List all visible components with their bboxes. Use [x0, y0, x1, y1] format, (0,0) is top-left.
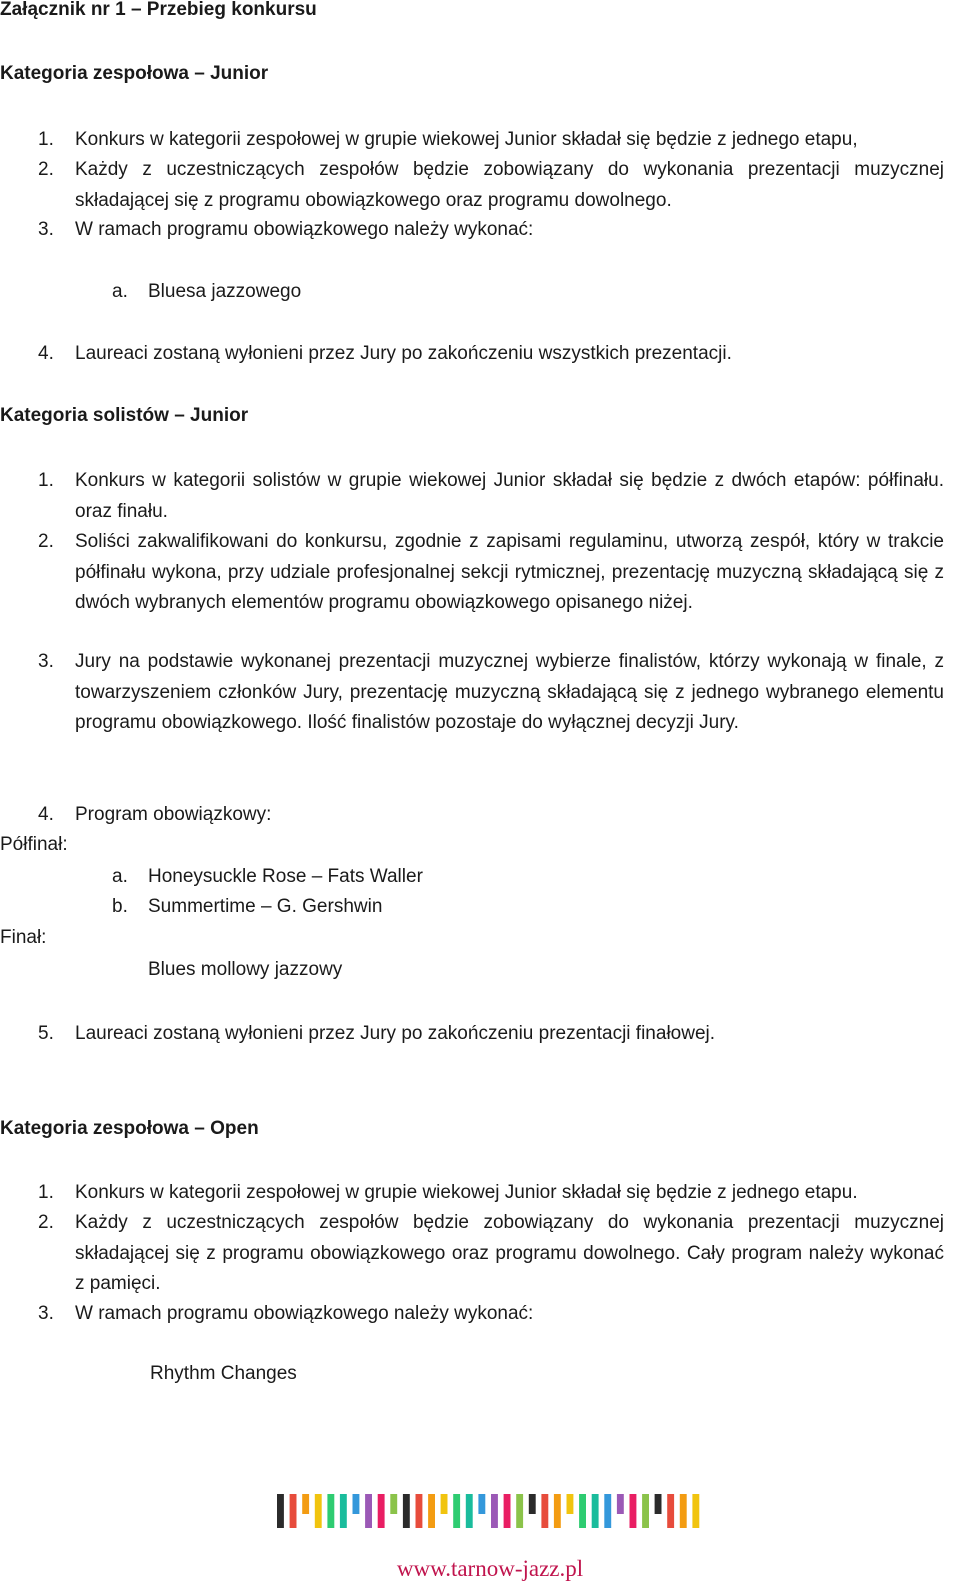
piano-key-mark — [529, 1494, 536, 1514]
piano-key-mark — [428, 1494, 435, 1528]
list-number: 2. — [38, 159, 54, 180]
list-text: Konkurs w kategorii zespołowej w grupie wiekowej Junior składał się będzie z jednego etapu, — [75, 129, 858, 150]
document-title: Załącznik nr 1 – Przebieg konkursu — [0, 0, 317, 20]
sub-list-text: Bluesa jazzowego — [148, 281, 302, 302]
list-text: Każdy z uczestniczących zespołów będzie zobowiązany do wykonania prezentacji muzycznej składającej się z programu obowiązkowego oraz programu dowolnego. — [75, 159, 944, 211]
piano-key-mark — [592, 1494, 599, 1528]
piano-key-mark — [340, 1494, 347, 1528]
sub-list-text: Summertime – G. Gershwin — [148, 896, 383, 917]
piano-key-mark — [541, 1494, 548, 1528]
list-number: 1. — [38, 470, 54, 491]
piano-key-mark — [365, 1494, 372, 1528]
piano-key-mark — [441, 1494, 448, 1514]
list-text: Program obowiązkowy: — [75, 804, 272, 825]
sub-list-letter: a. — [112, 866, 128, 887]
piano-key-mark — [516, 1494, 523, 1528]
list-number: 2. — [38, 531, 54, 552]
semifinal-label: Półfinał: — [0, 834, 68, 855]
piano-key-mark — [504, 1494, 511, 1528]
section-heading-zespolowa-open: Kategoria zespołowa – Open — [0, 1118, 259, 1139]
list-text: Laureaci zostaną wyłonieni przez Jury po zakończeniu prezentacji finałowej. — [75, 1023, 716, 1044]
piano-key-mark — [655, 1494, 662, 1514]
piano-key-mark — [554, 1494, 561, 1528]
list-number: 3. — [38, 1303, 54, 1324]
list-number: 4. — [38, 343, 54, 364]
list-number: 1. — [38, 1182, 54, 1203]
list-text: Konkurs w kategorii zespołowej w grupie wiekowej Junior składał się będzie z jednego etapu. — [75, 1182, 858, 1203]
piano-key-mark — [630, 1494, 637, 1528]
footer-logo — [276, 1494, 704, 1584]
list-number: 3. — [38, 651, 54, 672]
list-text: Każdy z uczestniczących zespołów będzie zobowiązany do wykonania prezentacji muzycznej składającej się z programu obowiązkowego oraz programu dowolnego. Cały program należy wykonać z pamięci. — [75, 1212, 944, 1294]
open-program-text: Rhythm Changes — [150, 1363, 297, 1384]
final-program-text: Blues mollowy jazzowy — [148, 959, 343, 980]
list-number: 3. — [38, 219, 54, 240]
piano-key-mark — [302, 1494, 309, 1514]
piano-key-mark — [403, 1494, 410, 1528]
list-text: W ramach programu obowiązkowego należy wykonać: — [75, 1303, 534, 1324]
list-text: W ramach programu obowiązkowego należy wykonać: — [75, 219, 534, 240]
piano-key-mark — [604, 1494, 611, 1528]
sub-list-letter: a. — [112, 281, 128, 302]
section-heading-solistow-junior: Kategoria solistów – Junior — [0, 405, 249, 426]
section-heading-zespolowa-junior: Kategoria zespołowa – Junior — [0, 63, 269, 84]
piano-key-mark — [667, 1494, 674, 1528]
piano-key-mark — [466, 1494, 473, 1528]
piano-key-mark — [491, 1494, 498, 1528]
piano-key-mark — [353, 1494, 360, 1514]
list-number: 4. — [38, 804, 54, 825]
list-number: 5. — [38, 1023, 54, 1044]
piano-keys-logo-icon — [276, 1494, 704, 1536]
list-text: Laureaci zostaną wyłonieni przez Jury po zakończeniu wszystkich prezentacji. — [75, 343, 732, 364]
piano-key-mark — [478, 1494, 485, 1514]
piano-key-mark — [327, 1494, 334, 1528]
piano-key-mark — [617, 1494, 624, 1514]
logo-url-text: www.tarnow-jazz.pl — [396, 1556, 584, 1581]
piano-key-mark — [378, 1494, 385, 1528]
piano-key-mark — [642, 1494, 649, 1528]
piano-key-mark — [579, 1494, 586, 1528]
piano-key-mark — [692, 1494, 699, 1528]
list-number: 1. — [38, 129, 54, 150]
piano-key-mark — [567, 1494, 574, 1514]
piano-key-mark — [680, 1494, 687, 1528]
piano-key-mark — [453, 1494, 460, 1528]
piano-key-mark — [390, 1494, 397, 1514]
sub-list-letter: b. — [112, 896, 128, 917]
list-text: Konkurs w kategorii solistów w grupie wiekowej Junior składał się będzie z dwóch etapów: półfinału. oraz finału. — [75, 470, 944, 522]
list-text: Soliści zakwalifikowani do konkursu, zgodnie z zapisami regulaminu, utworzą zespół, który w trakcie półfinału wykona, przy udziale profesjonalnej sekcji rytmicznej, prezentację muzyczną składającą się z dwóch wybranych elementów programu obowiązkowego opisanego niżej. — [75, 531, 944, 613]
piano-key-mark — [277, 1494, 284, 1528]
piano-key-mark — [290, 1494, 297, 1528]
final-label: Finał: — [0, 927, 47, 948]
list-text: Jury na podstawie wykonanej prezentacji muzycznej wybierze finalistów, którzy wykonają w finale, z towarzyszeniem członków Jury, prezentację muzyczną składającą się z jednego wybranego elementu programu obowiązkowego. Ilość finalistów pozostaje do wyłącznej decyzji Jury. — [75, 651, 944, 733]
sub-list-text: Honeysuckle Rose – Fats Waller — [148, 866, 423, 887]
piano-key-mark — [315, 1494, 322, 1528]
piano-key-mark — [416, 1494, 423, 1528]
list-number: 2. — [38, 1212, 54, 1233]
